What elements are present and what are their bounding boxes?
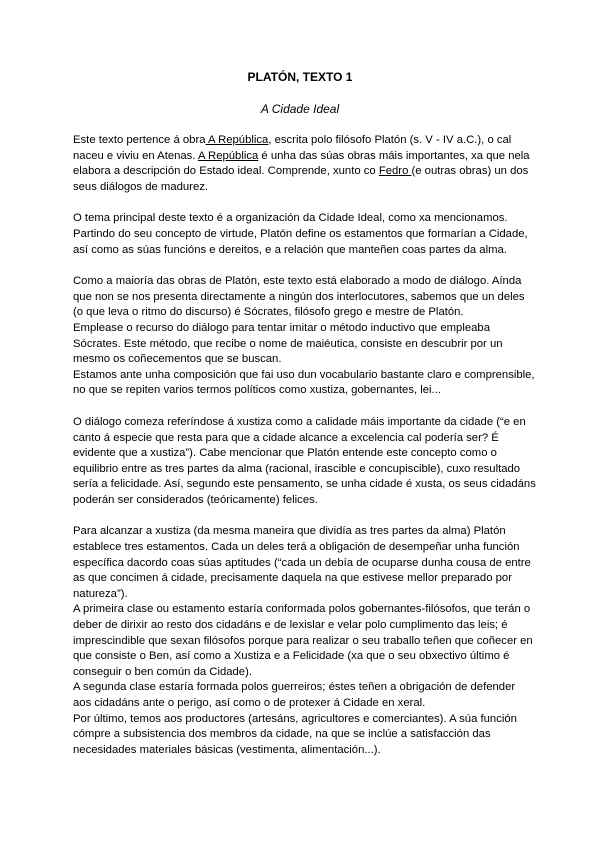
text-line: equilibrio entre as tres partes da alma (racional, irascible e concupiscible), cuxo resultado bbox=[73, 462, 521, 475]
book-reference: A República bbox=[205, 134, 269, 146]
document-title: PLATÓN, TEXTO 1 bbox=[247, 70, 353, 84]
text-line: cómpre a subsistencia dos membros da cidade, na que se inclúe a satisfacción das bbox=[73, 728, 491, 741]
text-run: Este texto pertence á obra bbox=[73, 134, 206, 146]
text-line: Como a maioría das obras de Platón, este texto está elaborado a modo de diálogo. Aínda bbox=[73, 275, 522, 288]
text-run: (e outras obras) un dos bbox=[411, 165, 529, 178]
text-line: poderán ser considerados (teóricamente) felices. bbox=[73, 493, 318, 506]
text-line bbox=[73, 164, 533, 180]
paragraph-estates bbox=[73, 524, 533, 758]
text-line: que non se nos presenta directamente a ningún dos interlocutores, sabemos que un deles bbox=[73, 290, 525, 303]
text-line: Por último, temos aos productores (artesáns, agricultores e comerciantes). A súa función bbox=[73, 712, 517, 725]
text-line: canto á especie que resta para que a cidade alcance a excelencia cal podería ser? É bbox=[73, 431, 499, 444]
paragraph-theme bbox=[73, 211, 533, 258]
paragraph-intro bbox=[73, 133, 533, 195]
text-line: Estamos ante unha composición que fai uso dun vocabulario bastante claro e comprensible, bbox=[73, 368, 535, 381]
paragraph-gap bbox=[73, 195, 533, 211]
text-line: seus diálogos de madurez. bbox=[73, 180, 209, 193]
text-line: Para alcanzar a xustiza (da mesma maneira que dividía as tres partes da alma) Platón bbox=[73, 525, 506, 538]
paragraph-gap bbox=[73, 399, 533, 415]
text-line: Emplease o recurso do diálogo para tentar imitar o método inductivo que empleaba bbox=[73, 321, 490, 334]
document-subtitle: A Cidade Ideal bbox=[260, 102, 340, 116]
text-run: é unha das súas obras máis importantes, xa que nela bbox=[258, 149, 530, 162]
text-line: sería a felicidade. Así, segundo este pensamento, se unha cidade é xusta, os seus cidadáns bbox=[73, 478, 536, 491]
text-line: evidente que a xustiza”). Cabe mencionar que Platón entende este concepto como o bbox=[73, 447, 497, 460]
paragraph-gap bbox=[73, 508, 533, 524]
text-line bbox=[73, 149, 533, 165]
text-line: imprescindible que sexan filósofos porque para realizar o seu traballo teñen que coñecer en bbox=[73, 634, 533, 647]
book-reference: A República bbox=[197, 149, 259, 162]
book-reference: Fedro bbox=[378, 165, 412, 178]
text-line: O tema principal deste texto é a organización da Cidade Ideal, como xa mencionamos. bbox=[73, 212, 508, 225]
text-line bbox=[73, 133, 533, 149]
text-line: deber de dirixir ao resto dos cidadáns e de lexislar e velar polo cumplimento das leis; é bbox=[73, 619, 508, 632]
paragraph-gap bbox=[73, 258, 533, 274]
text-line: natureza”). bbox=[73, 587, 128, 600]
text-line: (o que leva o ritmo do discurso) é Sócrates, filósofo grego e mestre de Platón. bbox=[73, 306, 464, 319]
text-line: no que se repiten varios termos políticos como xustiza, gobernantes, lei... bbox=[73, 384, 441, 397]
text-run: elabora a descripción do Estado ideal. Comprende, xunto co bbox=[73, 165, 379, 178]
text-line: O diálogo comeza referíndose á xustiza como a calidade máis importante da cidade (“e en bbox=[73, 415, 526, 428]
text-line: que consiste o Ben, así como a Xustiza e a Felicidade (xa que o seu obxectivo último é bbox=[73, 650, 510, 663]
text-line: Partindo do seu concepto de virtude, Platón define os estamentos que formarían a Cidade, bbox=[73, 227, 528, 240]
text-line: conseguir o ben común da Cidade). bbox=[73, 665, 252, 678]
text-run: naceu e viviu en Atenas. bbox=[73, 149, 198, 162]
text-line: específica dacordo coas súas aptitudes (“cada un debía de ocuparse dunha cousa de entre bbox=[73, 556, 531, 569]
paragraph-justice bbox=[73, 415, 536, 509]
text-line: así como as súas funcións e dereitos, e a relación que manteñen coas partes da alma. bbox=[73, 243, 507, 256]
text-line: aos cidadáns ante o perigo, así como o de protexer á Cidade en xeral. bbox=[73, 697, 426, 709]
text-line: Sócrates. Este método, que recibe o nome de maiéutica, consiste en descubrir por un bbox=[73, 337, 503, 350]
document-body bbox=[73, 133, 536, 758]
text-line: as que concimen á cidade, precisamente daquela na que estivese mellor preparado por bbox=[73, 572, 512, 585]
text-line: mesmo os coñecementos que se buscan. bbox=[73, 353, 282, 366]
text-line: necesidades materiales básicas (vestimenta, alimentación...). bbox=[73, 743, 381, 756]
text-line: establece tres estamentos. Cada un deles terá a obligación de desempeñar unha función bbox=[73, 541, 520, 554]
text-line: A primeira clase ou estamento estaría conformada polos gobernantes-filósofos, que terán o bbox=[73, 603, 531, 616]
text-line: A segunda clase estaría formada polos guerreiros; éstes teñen a obrigación de defender bbox=[73, 681, 516, 694]
text-run: , escrita polo filósofo Platón (s. V - IV a.C.), o cal bbox=[268, 134, 512, 146]
paragraph-dialogue bbox=[73, 274, 533, 399]
